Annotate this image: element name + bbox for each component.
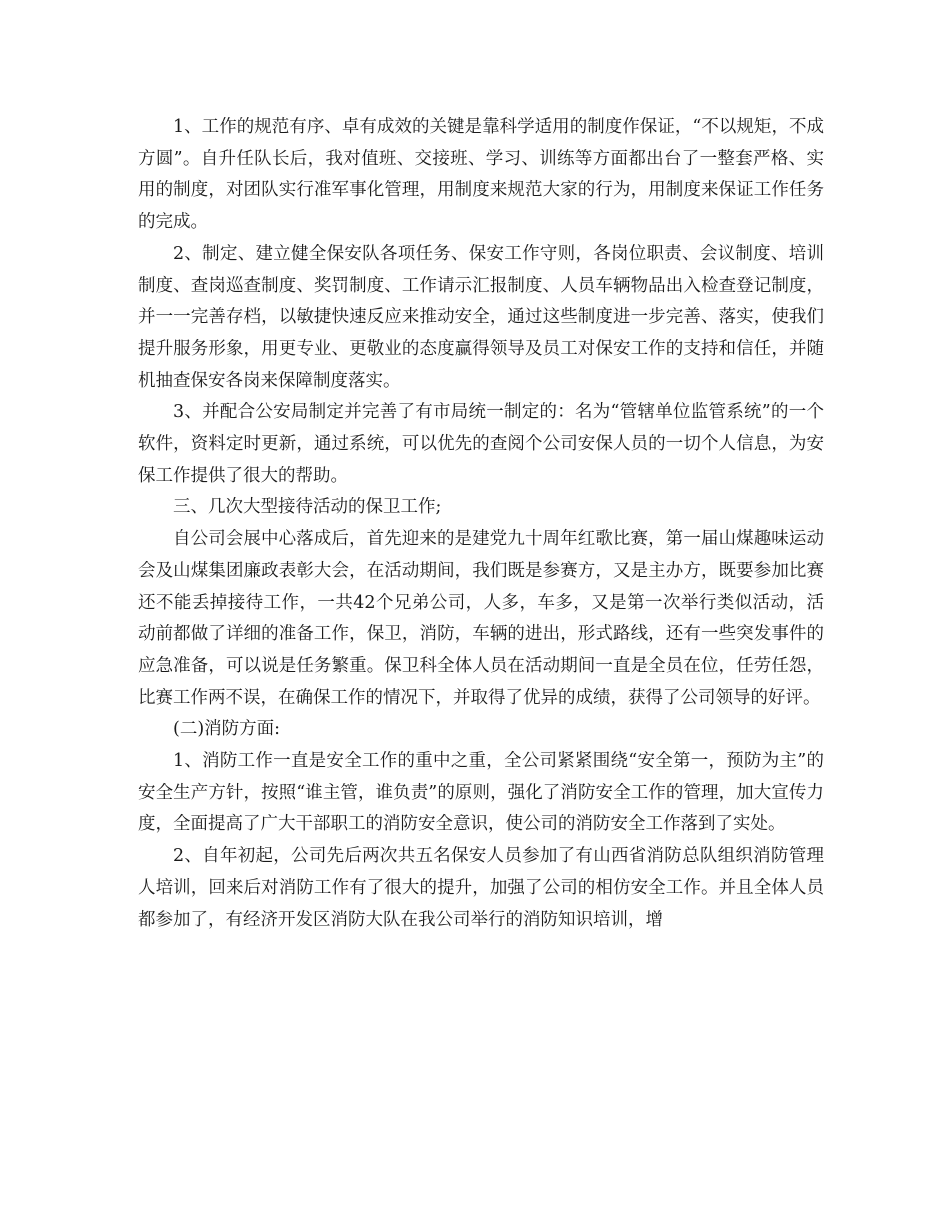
document-page — [138, 112, 824, 936]
paragraph-fire-safety-policy: 1、消防工作一直是安全工作的重中之重，全公司紧紧围绕“安全第一，预防为主”的安全生产方针，按照“谁主管，谁负责”的原则，强化了消防安全工作的管理，加大宣传力度，全面提高了广大干部职工的消防安全意识，使公司的消防安全工作落到了实处。 — [138, 751, 824, 835]
paragraph-supervision-system: 3、并配合公安局制定并完善了有市局统一制定的：名为“管辖单位监管系统”的一个软件，资料定时更新，通过系统，可以优先的查阅个公司安保人员的一切个人信息，为安保工作提供了很大的帮助。 — [138, 402, 824, 486]
paragraph-exhibition-events: 自公司会展中心落成后，首先迎来的是建党九十周年红歌比赛，第一届山煤趣味运动会及山煤集团廉政表彰大会，在活动期间，我们既是参赛方，又是主办方，既要参加比赛还不能丢掉接待工作，一共42个兄弟公司，人多，车多，又是第一次举行类似活动，活动前都做了详细的准备工作，保卫，消防，车辆的进出，形式路线，还有一些突发事件的应急准备，可以说是任务繁重。保卫科全体人员在活动期间一直是全员在位，任劳任怨，比赛工作两不误，在确保工作的情况下，并取得了优异的成绩，获得了公司领导的好评。 — [138, 529, 824, 708]
section-heading-reception-security: 三、几次大型接待活动的保卫工作; — [173, 497, 442, 518]
paragraph-security-regulations: 2、制定、建立健全保安队各项任务、保安工作守则，各岗位职责、会议制度、培训制度、查岗巡查制度、奖罚制度、工作请示汇报制度、人员车辆物品出入检查登记制度，并一一完善存档，以敏捷快速反应来推动安全，通过这些制度进一步完善、落实，使我们提升服务形象，用更专业、更敬业的态度赢得领导及员工对保安工作的支持和信任，并随机抽查保安各岗来保障制度落实。 — [138, 243, 824, 391]
section-heading-fire-protection: (二)消防方面: — [173, 719, 281, 740]
paragraph-rules-system: 1、工作的规范有序、卓有成效的关键是靠科学适用的制度作保证，“不以规矩，不成方圆”。自升任队长后，我对值班、交接班、学习、训练等方面都出台了一整套严格、实用的制度，对团队实行准军事化管理，用制度来规范大家的行为，用制度来保证工作任务的完成。 — [138, 117, 824, 233]
paragraph-fire-training: 2、自年初起，公司先后两次共五名保安人员参加了有山西省消防总队组织消防管理人培训，回来后对消防工作有了很大的提升，加强了公司的相仿安全工作。并且全体人员都参加了，有经济开发区消防大队在我公司举行的消防知识培训，增 — [138, 846, 824, 930]
